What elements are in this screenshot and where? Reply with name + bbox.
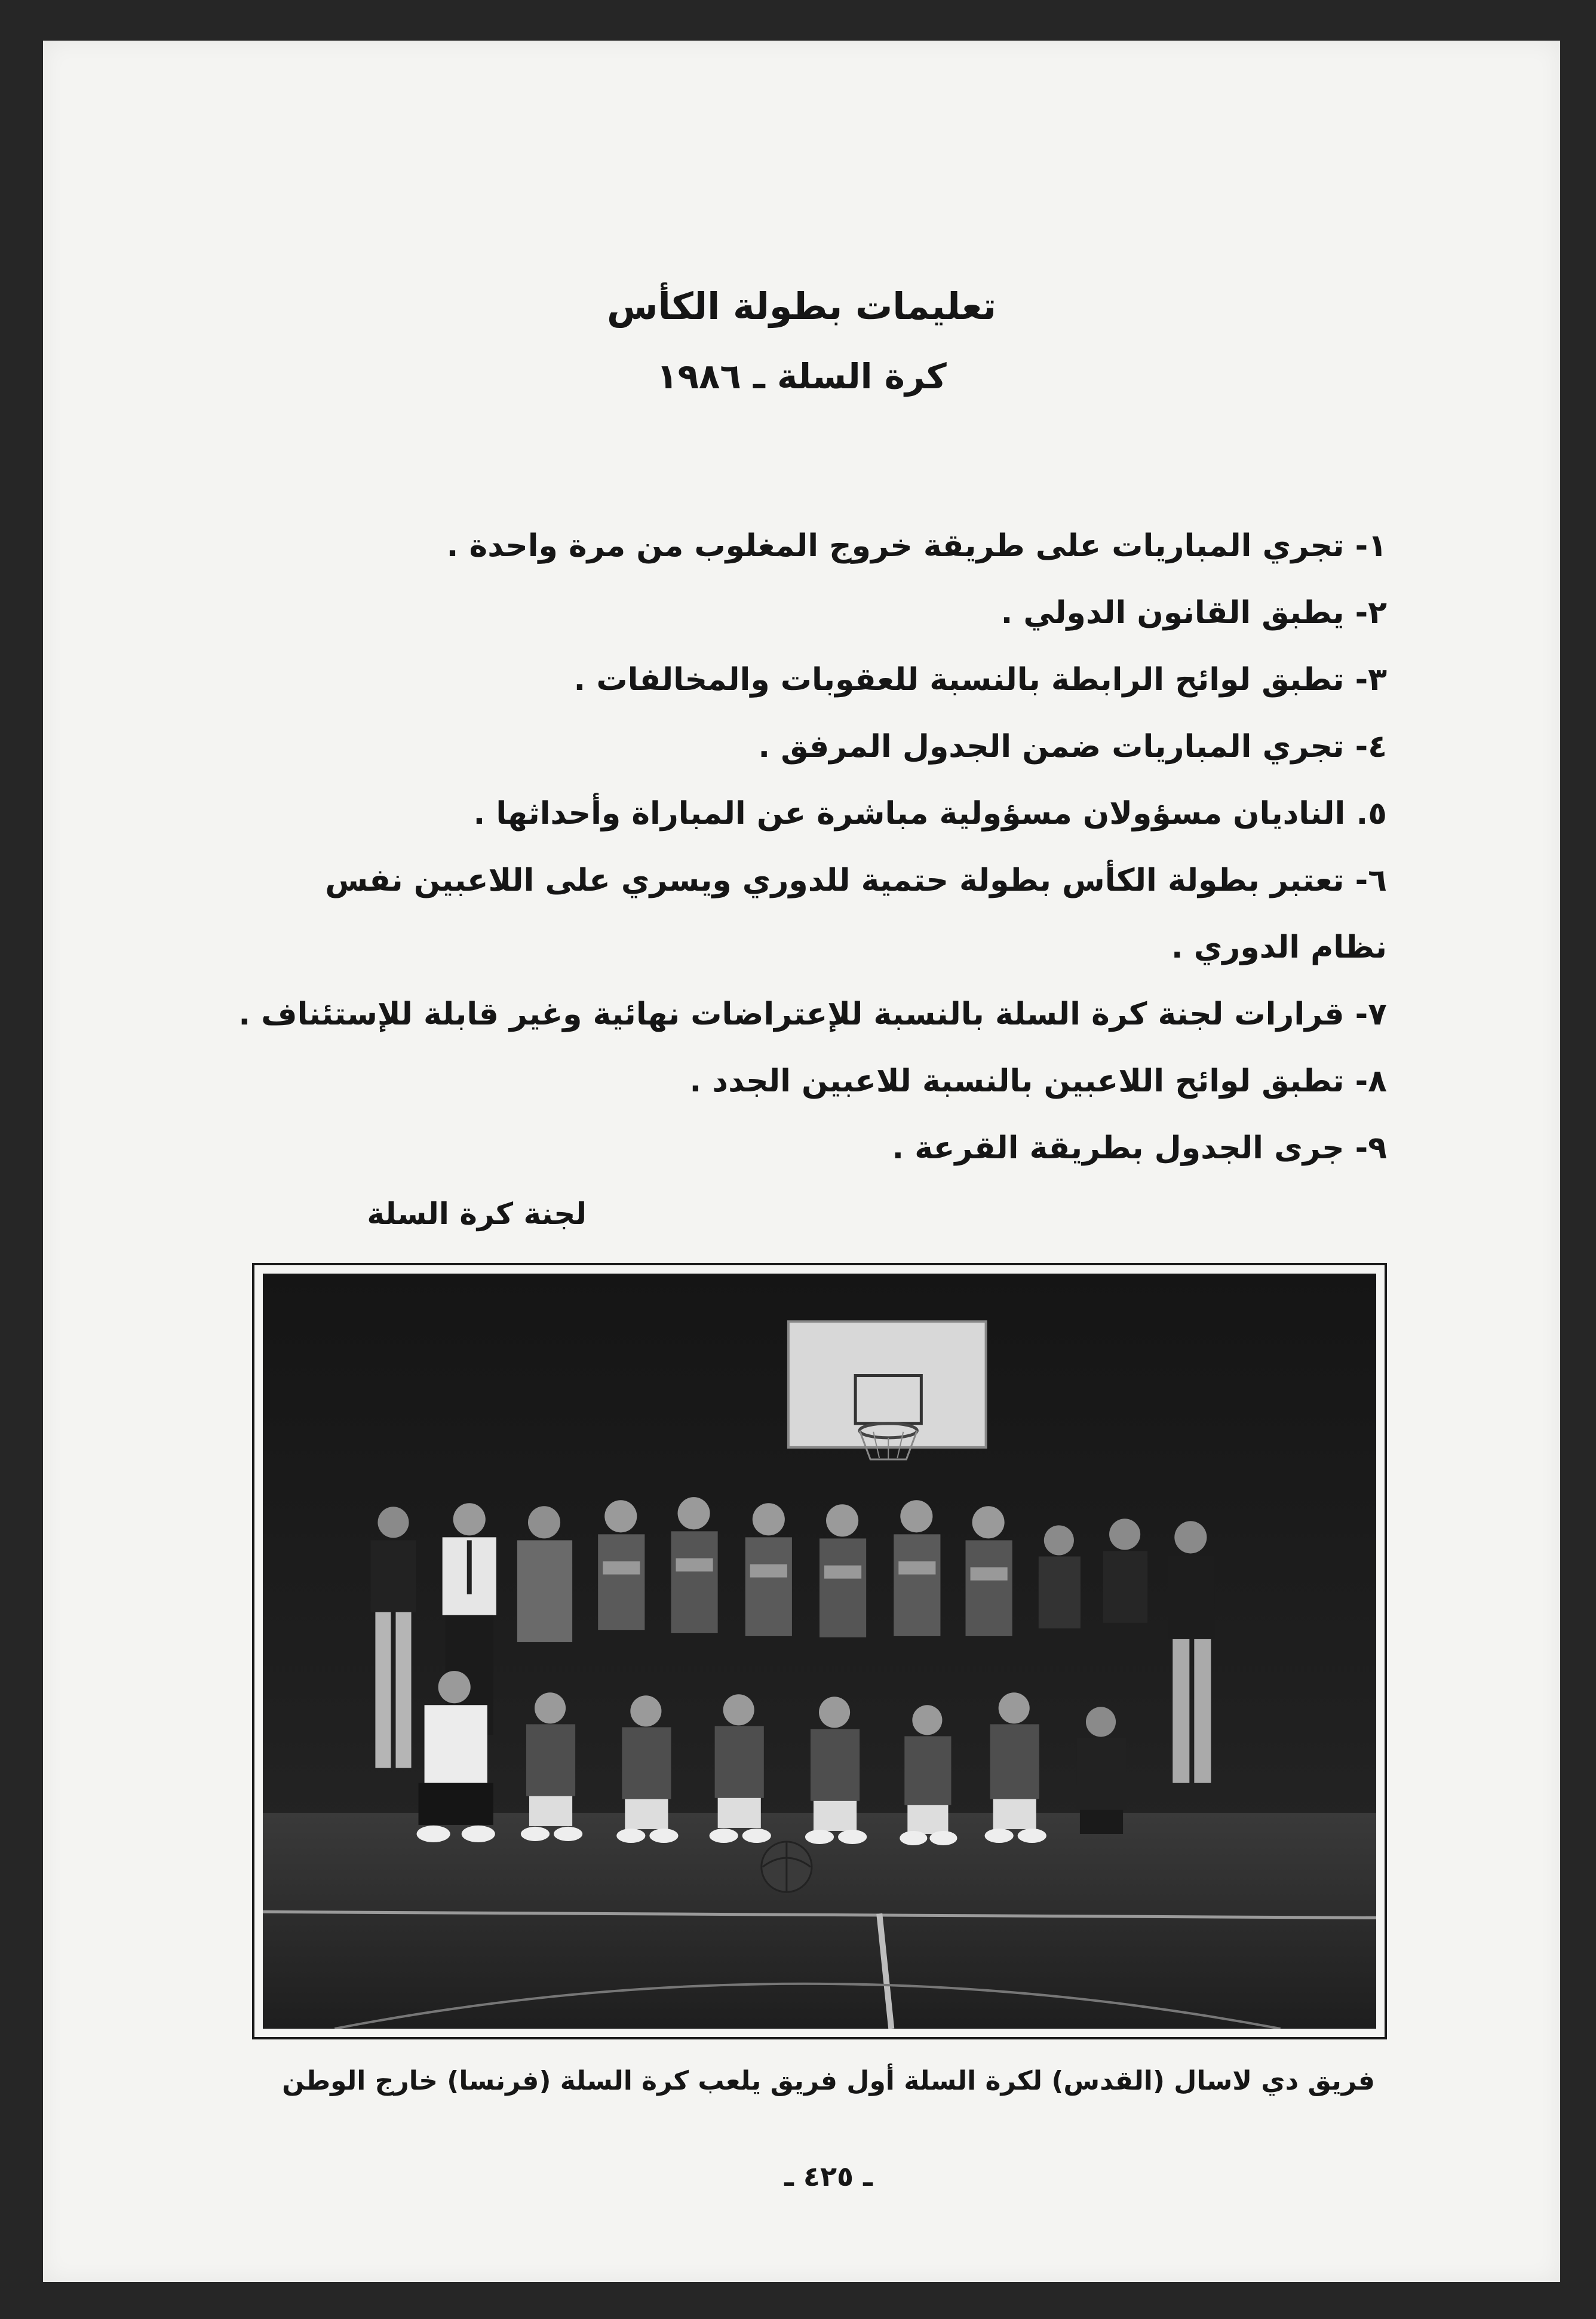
committee-signature: لجنة كرة السلة xyxy=(367,1197,587,1231)
rule-item: ٣- تطبق لوائح الرابطة بالنسبة للعقوبات والمخالفات . xyxy=(573,662,1387,698)
rule-item: ٤- تجري المباريات ضمن الجدول المرفق . xyxy=(758,729,1387,765)
rule-item: ٧- قرارات لجنة كرة السلة بالنسبة للإعتراضات نهائية وغير قابلة للإستئناف . xyxy=(238,996,1387,1032)
basketball-backboard xyxy=(788,1321,986,1459)
rule-item: ٢- يطبق القانون الدولي . xyxy=(1000,595,1387,631)
rule-item: ١- تجري المباريات على طريقة خروج المغلوب من مرة واحدة . xyxy=(446,528,1387,564)
rule-item: ٩- جرى الجدول بطريقة القرعة . xyxy=(892,1130,1387,1166)
rule-item: ٨- تطبق لوائح اللاعبين بالنسبة للاعبين الجدد . xyxy=(689,1063,1387,1099)
page-subtitle: كرة السلة ـ ١٩٨٦ xyxy=(656,356,947,397)
rule-item: ٥. الناديان مسؤولان مسؤولية مباشرة عن المباراة وأحداثها . xyxy=(473,796,1387,832)
page-title: تعليمات بطولة الكأس xyxy=(606,284,997,328)
document-page xyxy=(43,41,1560,2282)
photo-caption: فريق دي لاسال (القدس) لكرة السلة أول فريق يلعب كرة السلة (فرنسا) خارج الوطن xyxy=(282,2066,1375,2096)
photo-frame xyxy=(252,1263,1387,2039)
team-photo xyxy=(263,1274,1376,2029)
page-number: ـ ٤٢٥ ـ xyxy=(784,2160,873,2192)
rules-list xyxy=(238,513,1387,1182)
rule-item: ٦- تعتبر بطولة الكأس بطولة حتمية للدوري ويسري على اللاعبين نفس نظام الدوري . xyxy=(325,863,1387,965)
